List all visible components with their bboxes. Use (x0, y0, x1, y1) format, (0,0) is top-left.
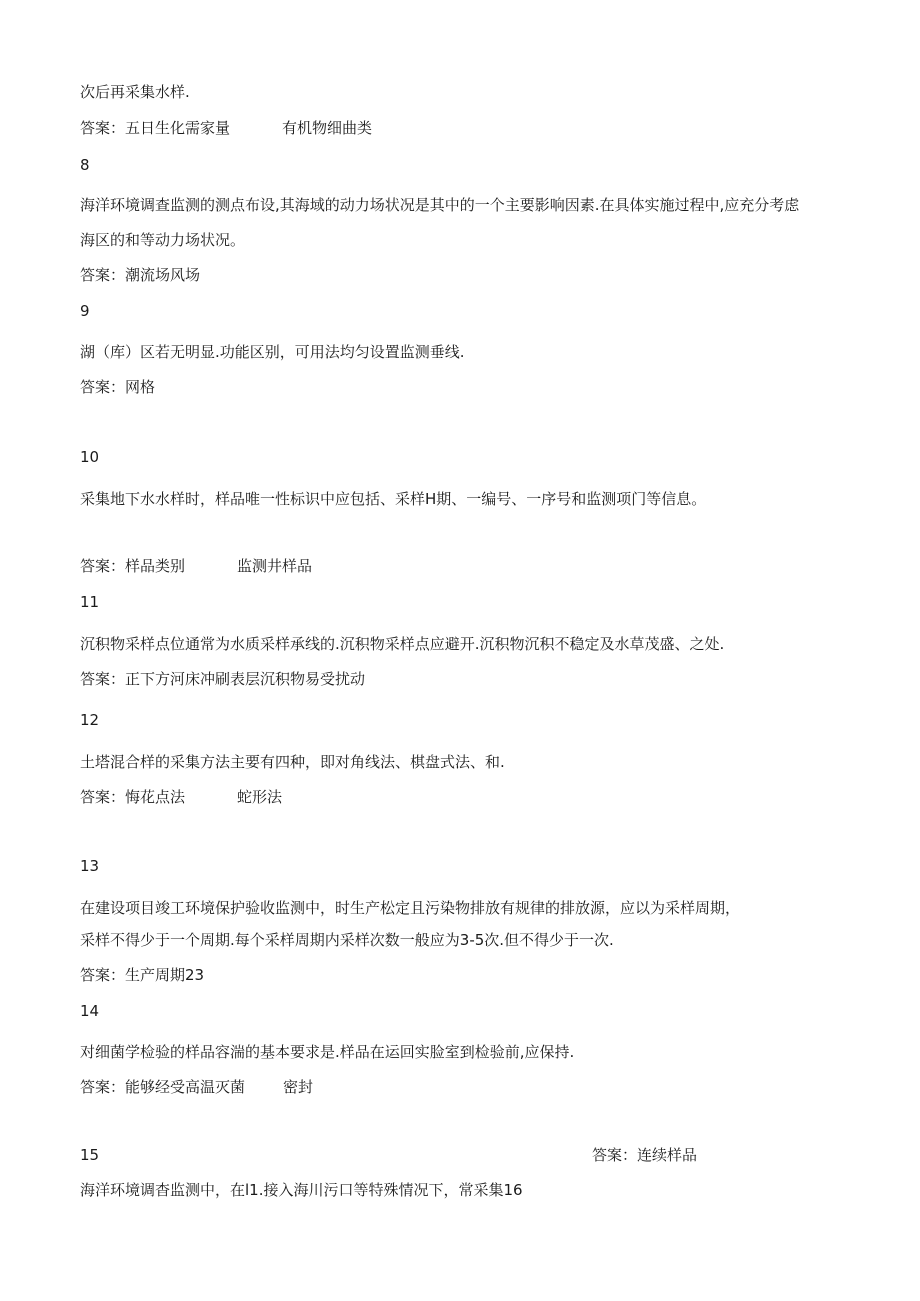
q8-question-line-2: 海区的和等动力场状况。 (80, 231, 246, 249)
q13-question-line-1: 在建设项目竣工环境保护验收监测中，时生产松定且污染物排放有规律的排放源，应以为采样周期， (80, 899, 741, 917)
q15-answer: 答案：连续样品 (592, 1146, 698, 1164)
q9-number: 9 (80, 302, 90, 320)
q12-number: 12 (80, 711, 100, 729)
q8-number: 8 (80, 156, 90, 174)
q10-answer (80, 556, 312, 576)
q14-question: 对细菌学检验的样品容湍的基本要求是.样品在运回实脸室到检验前,应保持. (80, 1043, 575, 1061)
q15-question: 海洋环境调杳监测中，在l1.接入海川污口等特殊情况下，常采集16 (80, 1181, 523, 1199)
q10-number: 10 (80, 448, 100, 466)
q12-answer (80, 787, 282, 807)
answer-part-a: 答案：样品类别 (80, 557, 186, 575)
q9-question: 湖（库）区若无明显.功能区别，可用法均匀设置监测垂线. (80, 343, 465, 361)
q14-answer (80, 1077, 313, 1097)
q9-answer: 答案：网格 (80, 378, 156, 396)
answer-part-a: 五日生化需家量 (125, 119, 231, 137)
q11-number: 11 (80, 593, 100, 611)
q10-question: 采集地下水水样时，样品唯一性标识中应包括、采样H期、一编号、一序号和监测项门等信息。 (80, 490, 707, 508)
answer-part-b: 蛇形法 (237, 788, 283, 806)
answer-part-a: 答案：能够经受高温灭菌 (80, 1078, 246, 1096)
q7-answer (80, 118, 372, 138)
intro-tail-text: 次后再采集水样. (80, 83, 190, 101)
answer-part-b: 监测井样品 (237, 557, 313, 575)
q13-answer: 答案：生产周期23 (80, 966, 205, 984)
answer-part-b: 密封 (283, 1078, 314, 1096)
answer-part-a: 答案：悔花点法 (80, 788, 186, 806)
answer-prefix: 答案： (80, 119, 126, 137)
q11-answer: 答案：正下方河床冲刷表层沉积物易受扰动 (80, 670, 366, 688)
q14-number: 14 (80, 1002, 100, 1020)
answer-part-b: 有机物细曲类 (282, 119, 373, 137)
q13-number: 13 (80, 857, 100, 875)
q15-number: 15 (80, 1146, 100, 1164)
q11-question: 沉积物采样点位通常为水质采样承线的.沉积物采样点应避开.沉积物沉积不稳定及水草茂盛、之处. (80, 635, 725, 653)
q8-answer: 答案：潮流场风场 (80, 266, 201, 284)
q12-question: 土塔混合样的采集方法主要有四种，即对角线法、棋盘式法、和. (80, 753, 505, 771)
q8-question-line-1: 海洋环境调查监测的测点布设,其海域的动力场状况是其中的一个主要影响因素.在具体实施过程中,应充分考虑 (80, 196, 800, 214)
q13-question-line-2: 采样不得少于一个周期.每个采样周期内采样次数一般应为3-5次.但不得少于一次. (80, 931, 614, 949)
